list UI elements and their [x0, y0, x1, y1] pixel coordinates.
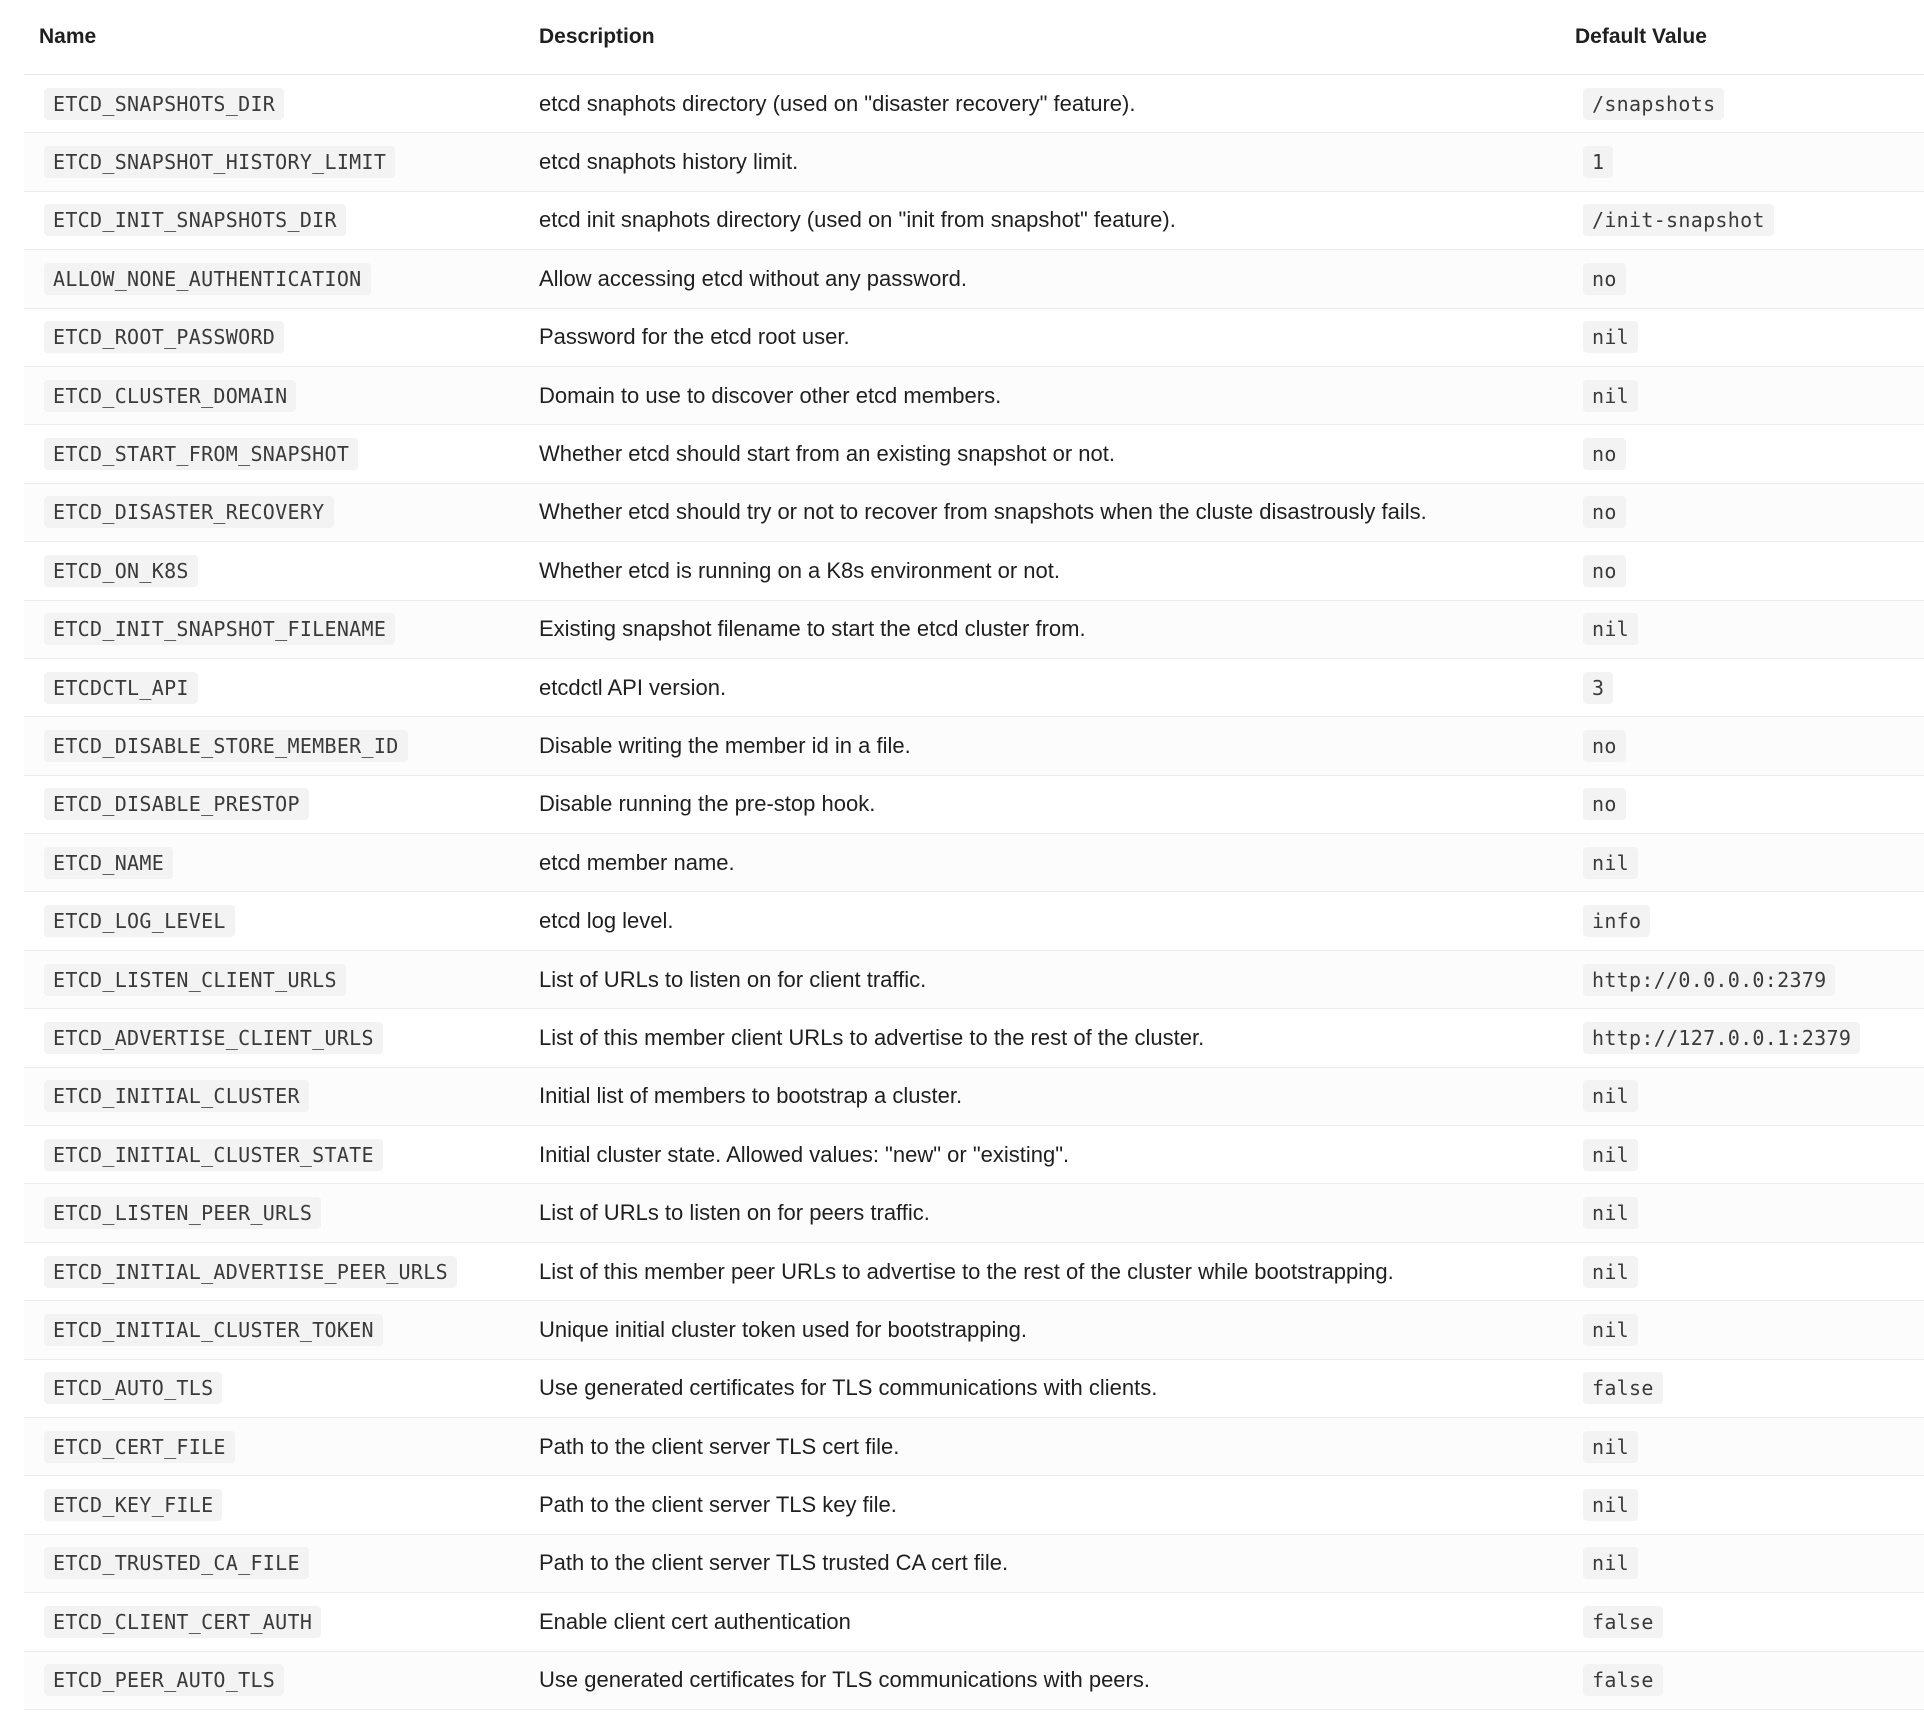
variable-name: ETCDCTL_API	[44, 672, 198, 704]
default-value: /init-snapshot	[1583, 204, 1774, 236]
default-value: nil	[1583, 1080, 1638, 1112]
name-cell	[24, 133, 539, 191]
description-cell	[539, 1301, 1575, 1359]
description-cell	[539, 834, 1575, 892]
description-cell	[539, 1126, 1575, 1184]
variable-description: Existing snapshot filename to start the etcd cluster from.	[539, 616, 1086, 642]
name-cell	[24, 1476, 539, 1534]
variable-description: Password for the etcd root user.	[539, 324, 850, 350]
name-cell	[24, 75, 539, 133]
variable-description: List of URLs to listen on for client traffic.	[539, 966, 927, 992]
variable-description: etcd snaphots history limit.	[539, 149, 799, 175]
table-row	[24, 483, 1924, 541]
table-row	[24, 1126, 1924, 1184]
default-value-cell	[1575, 75, 1924, 133]
table-row	[24, 191, 1924, 249]
variable-description: List of URLs to listen on for peers traffic.	[539, 1200, 930, 1226]
default-value-cell	[1575, 834, 1924, 892]
description-cell	[539, 717, 1575, 775]
default-value: nil	[1583, 1314, 1638, 1346]
variable-description: Path to the client server TLS trusted CA cert file.	[539, 1550, 1009, 1576]
default-value: no	[1583, 555, 1626, 587]
variable-description: etcdctl API version.	[539, 674, 727, 700]
variable-name: ETCD_AUTO_TLS	[44, 1372, 222, 1404]
variable-name: ETCD_ROOT_PASSWORD	[44, 321, 284, 353]
variable-name: ETCD_ADVERTISE_CLIENT_URLS	[44, 1022, 383, 1054]
variable-description: Whether etcd should start from an existing snapshot or not.	[539, 441, 1115, 467]
default-value-cell	[1575, 950, 1924, 1008]
variable-description: Domain to use to discover other etcd members.	[539, 382, 1002, 408]
description-cell	[539, 1067, 1575, 1125]
variable-name: ETCD_DISASTER_RECOVERY	[44, 496, 334, 528]
table-row	[24, 1359, 1924, 1417]
table-row	[24, 1009, 1924, 1067]
table-row	[24, 1651, 1924, 1709]
name-cell	[24, 1651, 539, 1709]
name-cell	[24, 892, 539, 950]
name-cell	[24, 191, 539, 249]
name-cell	[24, 1067, 539, 1125]
column-header-default-value: Default Value	[1575, 0, 1924, 75]
table-row	[24, 1184, 1924, 1242]
variable-description: etcd snaphots directory (used on "disaster recovery" feature).	[539, 90, 1136, 116]
default-value-cell	[1575, 1009, 1924, 1067]
default-value-cell	[1575, 542, 1924, 600]
name-cell	[24, 834, 539, 892]
name-cell	[24, 1593, 539, 1651]
default-value-cell	[1575, 1301, 1924, 1359]
default-value-cell	[1575, 366, 1924, 424]
variable-name: ETCD_DISABLE_PRESTOP	[44, 788, 309, 820]
description-cell	[539, 250, 1575, 308]
table-row	[24, 1593, 1924, 1651]
default-value-cell	[1575, 133, 1924, 191]
table-row	[24, 425, 1924, 483]
description-cell	[539, 658, 1575, 716]
default-value: no	[1583, 730, 1626, 762]
table-row	[24, 658, 1924, 716]
table-row	[24, 542, 1924, 600]
variable-name: ETCD_INITIAL_CLUSTER	[44, 1080, 309, 1112]
default-value: /snapshots	[1583, 88, 1724, 120]
description-cell	[539, 1009, 1575, 1067]
variable-description: Whether etcd is running on a K8s environment or not.	[539, 557, 1060, 583]
description-cell	[539, 1359, 1575, 1417]
default-value: info	[1583, 905, 1650, 937]
default-value: nil	[1583, 1431, 1638, 1463]
variable-description: List of this member peer URLs to advertise to the rest of the cluster while bootstrapping.	[539, 1258, 1394, 1284]
description-cell	[539, 308, 1575, 366]
default-value-cell	[1575, 600, 1924, 658]
variable-description: Path to the client server TLS cert file.	[539, 1433, 900, 1459]
default-value: nil	[1583, 380, 1638, 412]
description-cell	[539, 775, 1575, 833]
name-cell	[24, 1242, 539, 1300]
default-value: false	[1583, 1606, 1663, 1638]
default-value-cell	[1575, 425, 1924, 483]
default-value-cell	[1575, 1184, 1924, 1242]
variable-name: ETCD_KEY_FILE	[44, 1489, 222, 1521]
table-row	[24, 1301, 1924, 1359]
description-cell	[539, 191, 1575, 249]
table-row	[24, 1476, 1924, 1534]
table-body	[24, 75, 1924, 1710]
table-row	[24, 834, 1924, 892]
name-cell	[24, 1126, 539, 1184]
table-row	[24, 1242, 1924, 1300]
default-value-cell	[1575, 483, 1924, 541]
default-value-cell	[1575, 1593, 1924, 1651]
default-value-cell	[1575, 1417, 1924, 1475]
default-value-cell	[1575, 308, 1924, 366]
name-cell	[24, 1301, 539, 1359]
description-cell	[539, 425, 1575, 483]
default-value-cell	[1575, 191, 1924, 249]
default-value-cell	[1575, 1067, 1924, 1125]
variable-description: etcd member name.	[539, 849, 735, 875]
variable-name: ETCD_START_FROM_SNAPSHOT	[44, 438, 358, 470]
default-value-cell	[1575, 1126, 1924, 1184]
variable-name: ETCD_PEER_AUTO_TLS	[44, 1664, 284, 1696]
variable-description: Use generated certificates for TLS communications with clients.	[539, 1375, 1158, 1401]
variable-description: Enable client cert authentication	[539, 1608, 851, 1634]
variable-description: Whether etcd should try or not to recover from snapshots when the cluste disastrously fails.	[539, 499, 1427, 525]
variable-description: Disable running the pre-stop hook.	[539, 791, 876, 817]
variable-name: ETCD_LOG_LEVEL	[44, 905, 235, 937]
table-row	[24, 1417, 1924, 1475]
variable-name: ETCD_INIT_SNAPSHOT_FILENAME	[44, 613, 395, 645]
description-cell	[539, 133, 1575, 191]
default-value: nil	[1583, 1489, 1638, 1521]
env-vars-table	[24, 0, 1924, 1710]
header-row	[24, 0, 1924, 75]
variable-name: ETCD_INIT_SNAPSHOTS_DIR	[44, 204, 346, 236]
column-header-name: Name	[24, 0, 539, 75]
default-value-cell	[1575, 1534, 1924, 1592]
description-cell	[539, 1417, 1575, 1475]
name-cell	[24, 658, 539, 716]
variable-name: ETCD_ON_K8S	[44, 555, 198, 587]
default-value: no	[1583, 263, 1626, 295]
description-cell	[539, 1476, 1575, 1534]
name-cell	[24, 1184, 539, 1242]
variable-name: ETCD_INITIAL_CLUSTER_TOKEN	[44, 1314, 383, 1346]
name-cell	[24, 1009, 539, 1067]
name-cell	[24, 775, 539, 833]
default-value-cell	[1575, 1359, 1924, 1417]
name-cell	[24, 308, 539, 366]
description-cell	[539, 1651, 1575, 1709]
variable-name: ETCD_CERT_FILE	[44, 1431, 235, 1463]
column-header-description: Description	[539, 0, 1575, 75]
variable-name: ETCD_CLIENT_CERT_AUTH	[44, 1606, 321, 1638]
description-cell	[539, 483, 1575, 541]
variable-name: ETCD_LISTEN_CLIENT_URLS	[44, 964, 346, 996]
default-value: nil	[1583, 1256, 1638, 1288]
variable-description: Path to the client server TLS key file.	[539, 1492, 897, 1518]
name-cell	[24, 1417, 539, 1475]
table-header	[24, 0, 1924, 75]
table-row	[24, 133, 1924, 191]
name-cell	[24, 717, 539, 775]
default-value: no	[1583, 788, 1626, 820]
default-value-cell	[1575, 250, 1924, 308]
variable-description: Use generated certificates for TLS communications with peers.	[539, 1667, 1150, 1693]
variable-description: Disable writing the member id in a file.	[539, 732, 911, 758]
variable-name: ALLOW_NONE_AUTHENTICATION	[44, 263, 371, 295]
name-cell	[24, 366, 539, 424]
description-cell	[539, 892, 1575, 950]
variable-name: ETCD_DISABLE_STORE_MEMBER_ID	[44, 730, 408, 762]
variable-description: Initial list of members to bootstrap a cluster.	[539, 1083, 963, 1109]
default-value: nil	[1583, 1547, 1638, 1579]
table-row	[24, 75, 1924, 133]
default-value: nil	[1583, 1197, 1638, 1229]
variable-description: Initial cluster state. Allowed values: "new" or "existing".	[539, 1141, 1070, 1167]
default-value-cell	[1575, 1242, 1924, 1300]
default-value: 3	[1583, 672, 1613, 704]
variable-description: etcd log level.	[539, 908, 674, 934]
description-cell	[539, 542, 1575, 600]
description-cell	[539, 366, 1575, 424]
name-cell	[24, 950, 539, 1008]
table-row	[24, 366, 1924, 424]
table-row	[24, 775, 1924, 833]
description-cell	[539, 600, 1575, 658]
default-value: no	[1583, 438, 1626, 470]
default-value: nil	[1583, 847, 1638, 879]
default-value: nil	[1583, 613, 1638, 645]
table-row	[24, 1067, 1924, 1125]
default-value-cell	[1575, 892, 1924, 950]
description-cell	[539, 75, 1575, 133]
variable-description: Unique initial cluster token used for bootstrapping.	[539, 1316, 1027, 1342]
table-row	[24, 717, 1924, 775]
variable-name: ETCD_SNAPSHOT_HISTORY_LIMIT	[44, 146, 395, 178]
name-cell	[24, 542, 539, 600]
default-value-cell	[1575, 775, 1924, 833]
default-value: nil	[1583, 321, 1638, 353]
variable-name: ETCD_INITIAL_CLUSTER_STATE	[44, 1139, 383, 1171]
default-value: no	[1583, 496, 1626, 528]
variable-name: ETCD_SNAPSHOTS_DIR	[44, 88, 284, 120]
default-value-cell	[1575, 717, 1924, 775]
table-row	[24, 600, 1924, 658]
default-value-cell	[1575, 1651, 1924, 1709]
description-cell	[539, 1242, 1575, 1300]
name-cell	[24, 1534, 539, 1592]
name-cell	[24, 250, 539, 308]
description-cell	[539, 950, 1575, 1008]
table-row	[24, 950, 1924, 1008]
default-value: false	[1583, 1664, 1663, 1696]
default-value: nil	[1583, 1139, 1638, 1171]
variable-name: ETCD_NAME	[44, 847, 173, 879]
name-cell	[24, 483, 539, 541]
default-value: http://127.0.0.1:2379	[1583, 1022, 1860, 1054]
table-row	[24, 308, 1924, 366]
default-value-cell	[1575, 658, 1924, 716]
variable-description: Allow accessing etcd without any password.	[539, 265, 967, 291]
name-cell	[24, 1359, 539, 1417]
variable-description: List of this member client URLs to advertise to the rest of the cluster.	[539, 1024, 1205, 1050]
default-value: false	[1583, 1372, 1663, 1404]
env-vars-table-container	[24, 0, 1924, 1710]
name-cell	[24, 425, 539, 483]
variable-description: etcd init snaphots directory (used on "init from snapshot" feature).	[539, 207, 1176, 233]
variable-name: ETCD_TRUSTED_CA_FILE	[44, 1547, 309, 1579]
table-row	[24, 1534, 1924, 1592]
table-row	[24, 250, 1924, 308]
description-cell	[539, 1593, 1575, 1651]
table-row	[24, 892, 1924, 950]
description-cell	[539, 1534, 1575, 1592]
variable-name: ETCD_CLUSTER_DOMAIN	[44, 380, 296, 412]
variable-name: ETCD_LISTEN_PEER_URLS	[44, 1197, 321, 1229]
variable-name: ETCD_INITIAL_ADVERTISE_PEER_URLS	[44, 1256, 457, 1288]
default-value-cell	[1575, 1476, 1924, 1534]
default-value: 1	[1583, 146, 1613, 178]
description-cell	[539, 1184, 1575, 1242]
default-value: http://0.0.0.0:2379	[1583, 964, 1835, 996]
name-cell	[24, 600, 539, 658]
